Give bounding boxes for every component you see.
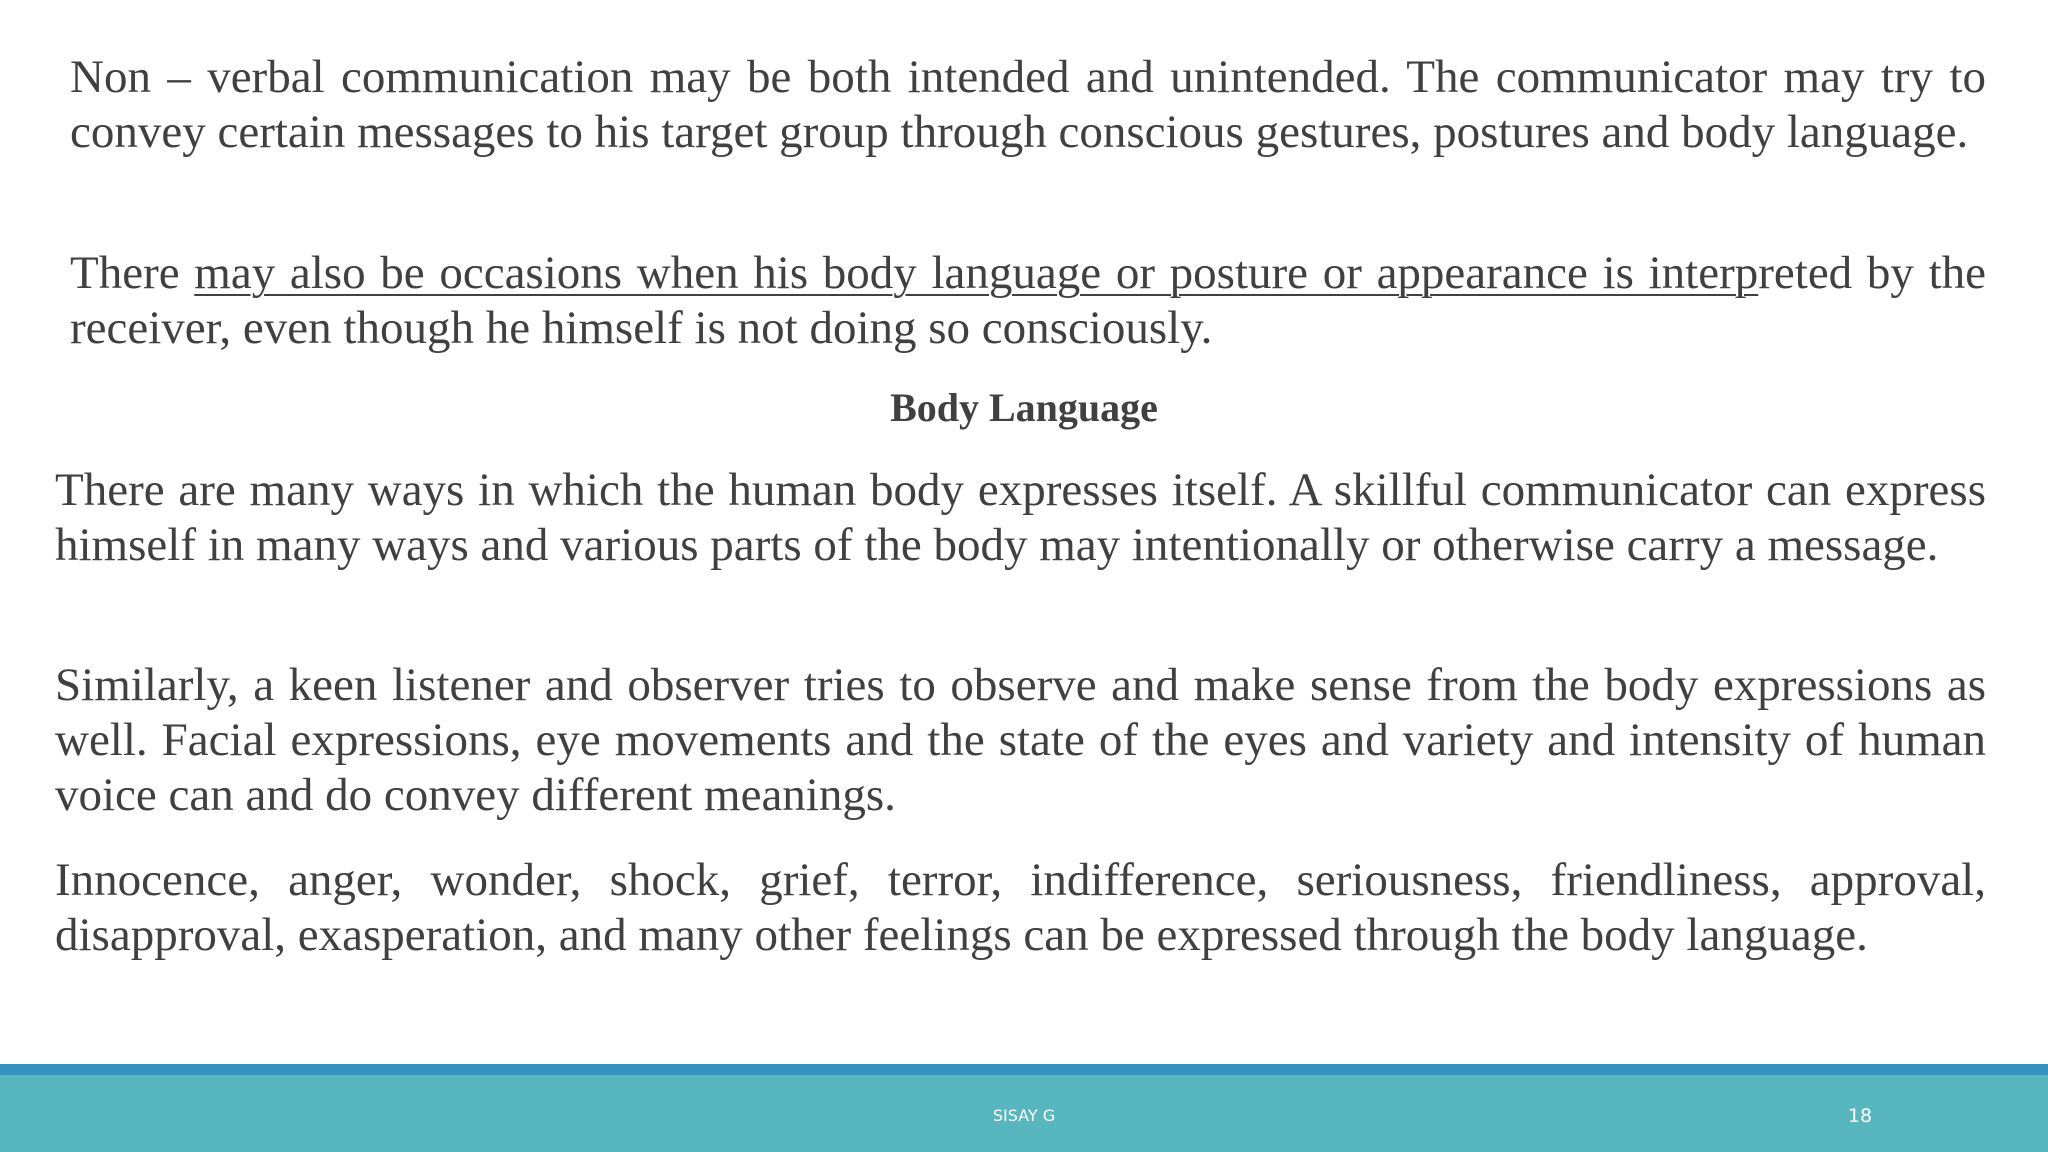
paragraph-2-underlined: may also be occasions when his body language or posture or appearance is interp [194,247,1759,299]
section-heading: Body Language [890,385,1158,430]
paragraph-body-expression: There are many ways in which the human body expresses itself. A skillful communicator can express himself in many ways and various parts of the body may intentionally or otherwise carry a message. [55,464,1986,571]
slide-page-number: 18 [1847,1105,1873,1127]
paragraph-feelings-list: Innocence, anger, wonder, shock, grief, terror, indifference, seriousness, friendliness, approval, disapproval, exasperation, and many other feelings can be expressed through the body language. [55,854,1986,961]
paragraph-2-rest: reted by the receiver, even though he himself is not doing so consciously. [70,247,1986,354]
paragraph-2-lead: There [70,247,195,299]
paragraph-listener-observer: Similarly, a keen listener and observer tries to observe and make sense from the body expressions as well. Facial expressions, eye movements and the state of the eyes and variety and intensity of human voice can and do convey different meanings. [55,659,1986,821]
footer-author: SISAY G [992,1106,1056,1125]
paragraph-nonverbal-intent: Non – verbal communication may be both intended and unintended. The communicator may try to convey certain messages to his target group through conscious gestures, postures and body language. [70,51,1986,158]
paragraph-body-language-interpretation [70,246,1986,356]
footer-accent-stripe [0,1064,2048,1075]
